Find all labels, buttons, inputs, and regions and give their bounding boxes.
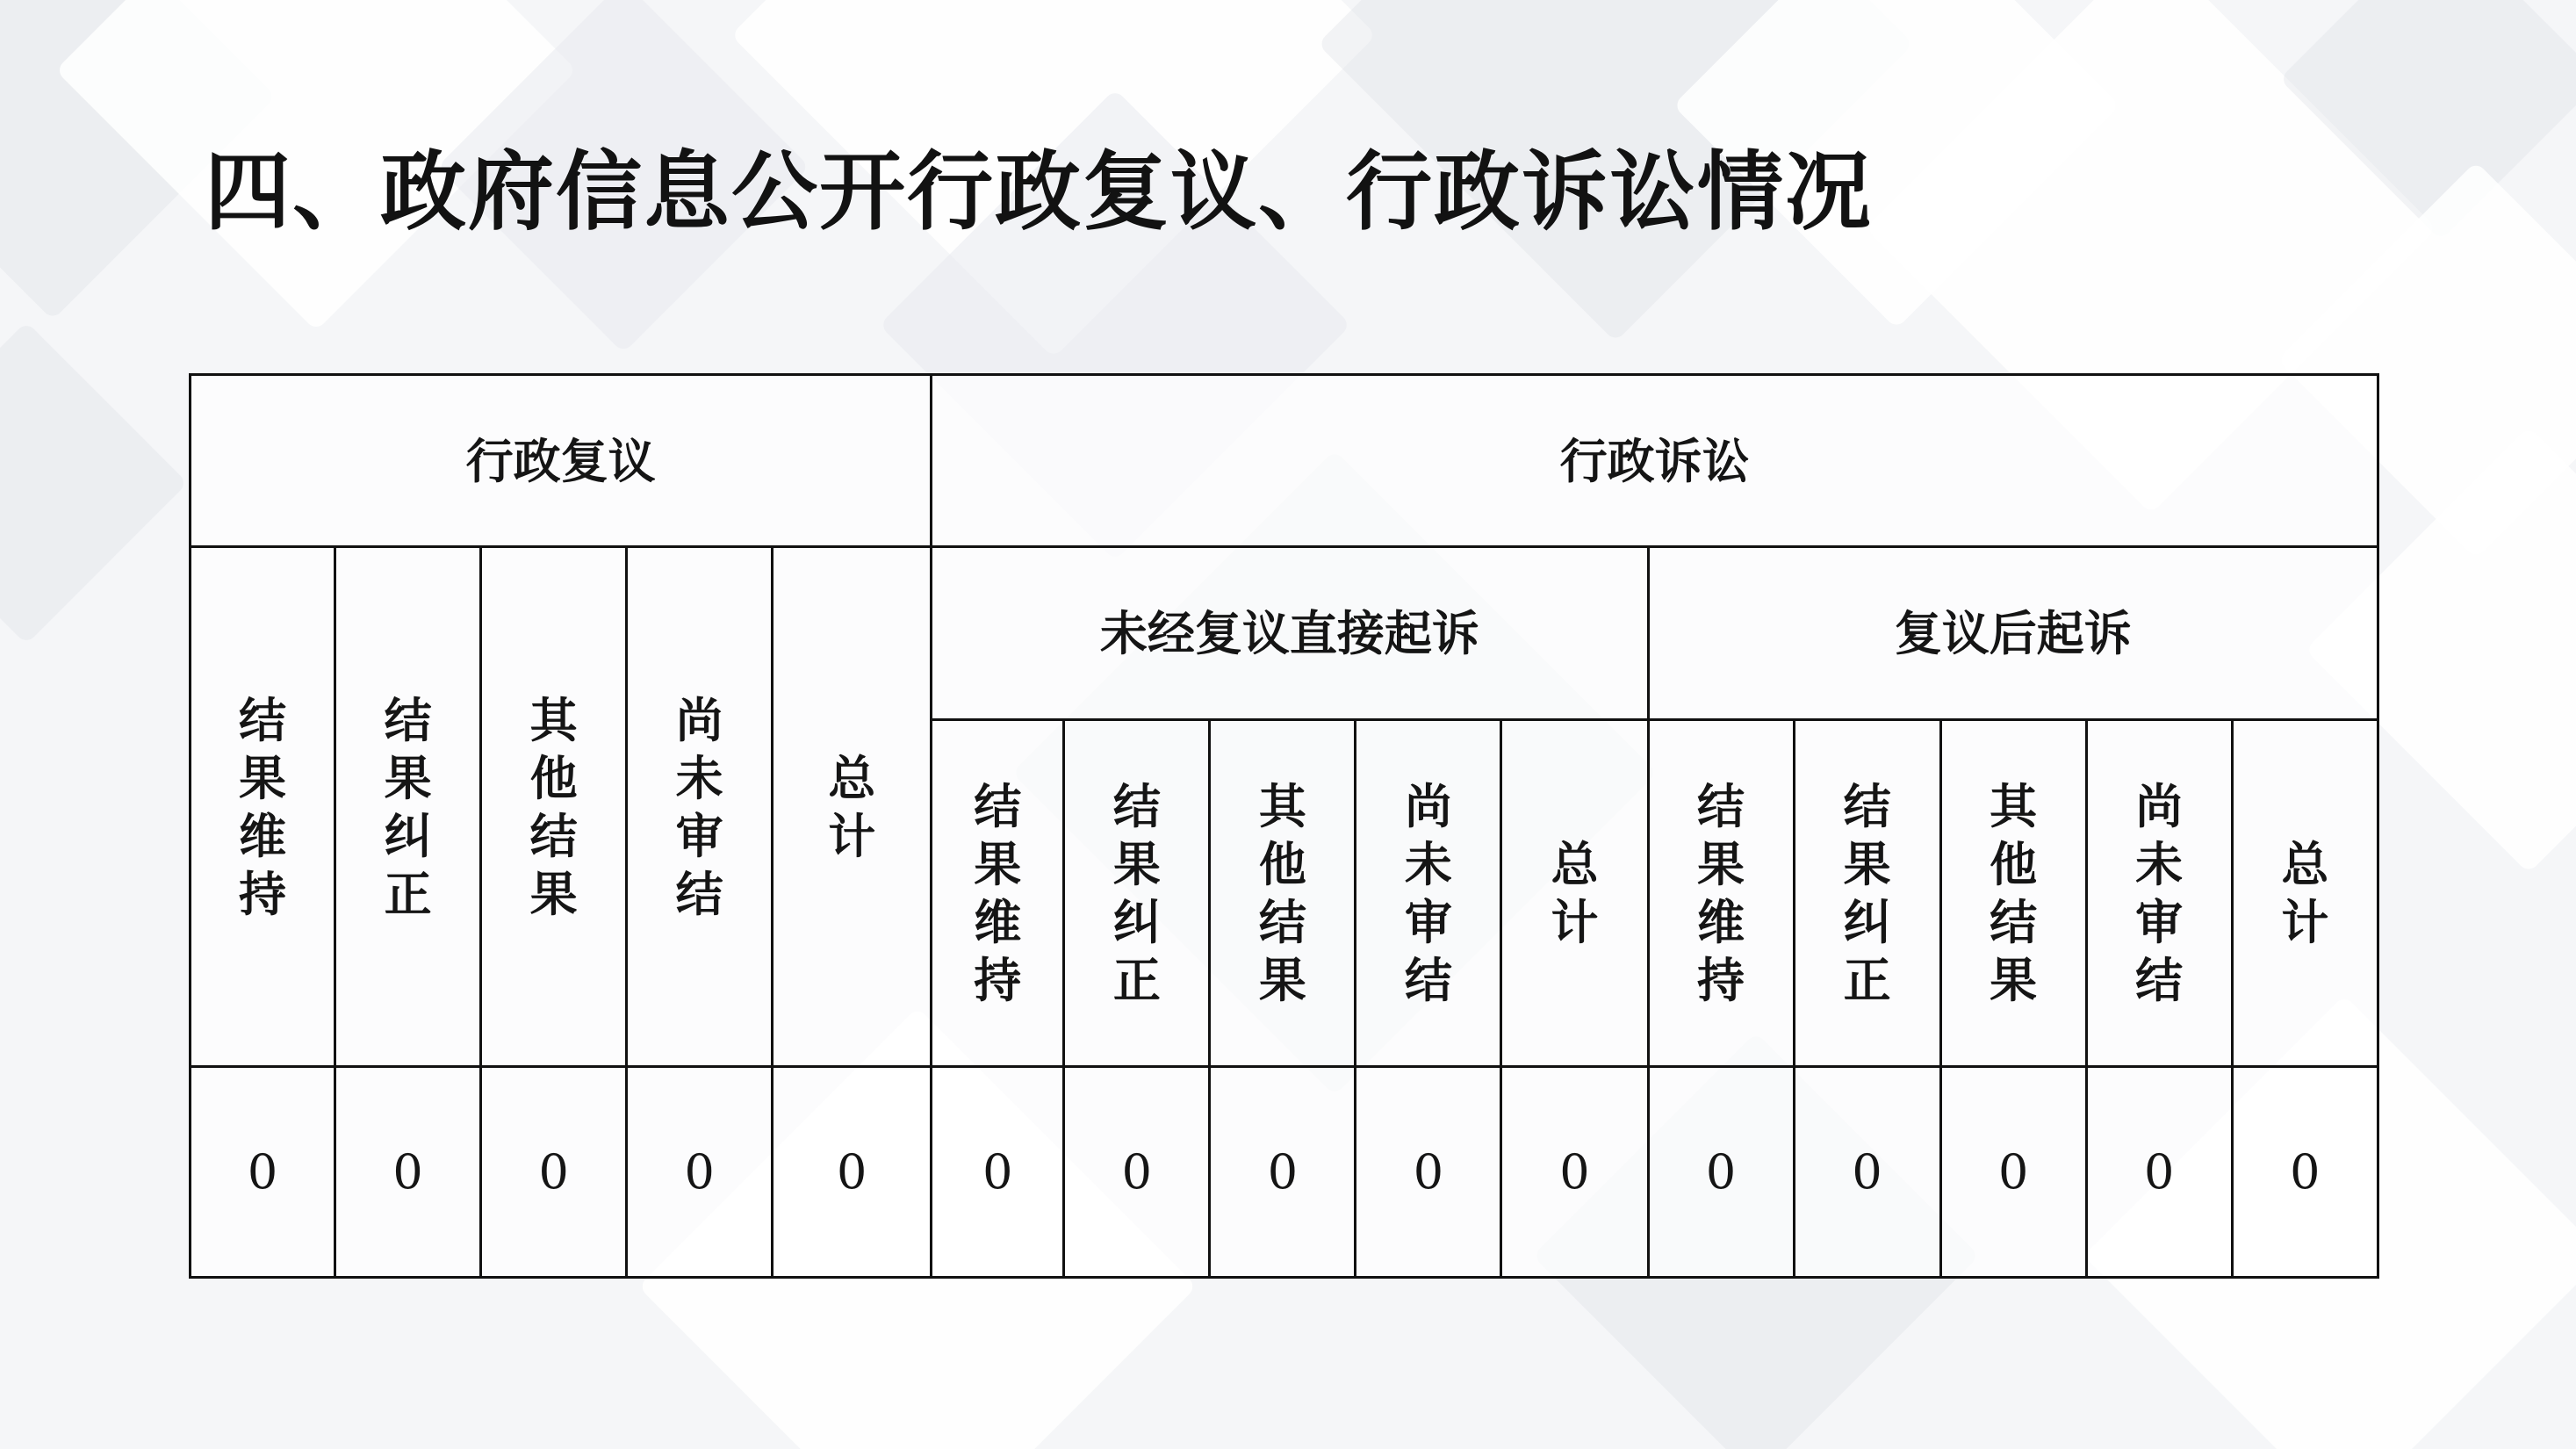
review-value-cell: 0 (773, 1067, 932, 1278)
review-value-cell: 0 (191, 1067, 335, 1278)
admin-litigation-header: 行政诉讼 (932, 375, 2378, 547)
review-column-header: 结果维持 (191, 547, 335, 1067)
review-litigation-table-container (189, 373, 2379, 1276)
review-column-header: 其他结果 (481, 547, 627, 1067)
direct-value-cell: 0 (1356, 1067, 1501, 1278)
after-review-column-header: 总计 (2232, 720, 2378, 1067)
direct-column-header: 尚未审结 (1356, 720, 1501, 1067)
after-review-value-cell: 0 (1794, 1067, 1940, 1278)
direct-column-header: 总计 (1501, 720, 1648, 1067)
direct-column-header: 结果维持 (932, 720, 1064, 1067)
direct-value-cell: 0 (1501, 1067, 1648, 1278)
table-row-top-header (191, 375, 2378, 547)
review-value-cell: 0 (335, 1067, 481, 1278)
admin-review-header: 行政复议 (191, 375, 932, 547)
review-column-header: 总计 (773, 547, 932, 1067)
table-row-sub-header (191, 547, 2378, 720)
after-review-column-header: 结果纠正 (1794, 720, 1940, 1067)
after-review-value-cell: 0 (2086, 1067, 2232, 1278)
after-review-value-cell: 0 (2232, 1067, 2378, 1278)
page-title: 四、政府信息公开行政复议、行政诉讼情况 (205, 141, 1874, 242)
after-review-column-header: 结果维持 (1648, 720, 1794, 1067)
direct-column-header: 其他结果 (1210, 720, 1356, 1067)
review-value-cell: 0 (627, 1067, 773, 1278)
direct-value-cell: 0 (1210, 1067, 1356, 1278)
direct-column-header: 结果纠正 (1064, 720, 1210, 1067)
review-column-header: 尚未审结 (627, 547, 773, 1067)
after-review-litigation-header: 复议后起诉 (1648, 547, 2378, 720)
direct-value-cell: 0 (932, 1067, 1064, 1278)
direct-litigation-header: 未经复议直接起诉 (932, 547, 1648, 720)
after-review-column-header: 尚未审结 (2086, 720, 2232, 1067)
review-litigation-table (189, 373, 2379, 1279)
after-review-value-cell: 0 (1940, 1067, 2086, 1278)
after-review-value-cell: 0 (1648, 1067, 1794, 1278)
direct-value-cell: 0 (1064, 1067, 1210, 1278)
table-row-values (191, 1067, 2378, 1278)
review-value-cell: 0 (481, 1067, 627, 1278)
after-review-column-header: 其他结果 (1940, 720, 2086, 1067)
review-column-header: 结果纠正 (335, 547, 481, 1067)
